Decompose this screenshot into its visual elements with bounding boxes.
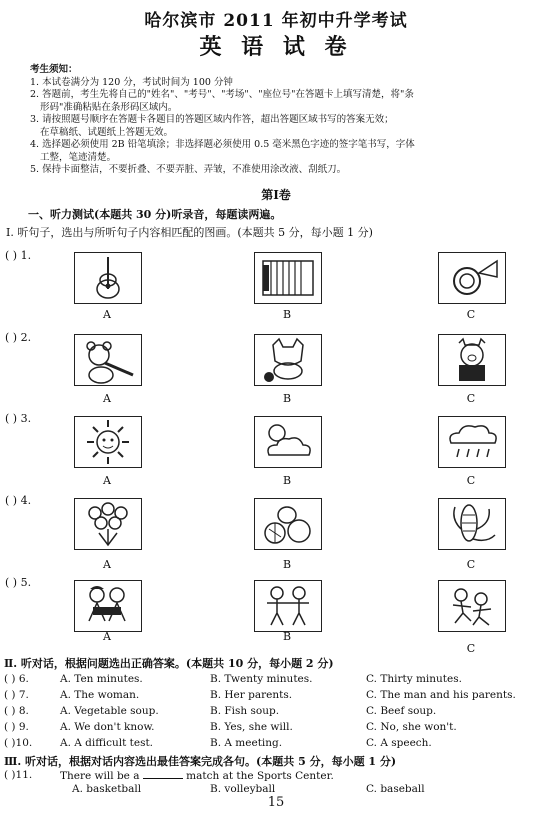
option-label-a: A xyxy=(103,558,111,571)
question-number: ( ) 8. xyxy=(4,705,29,717)
option-c: C. The man and his parents. xyxy=(366,689,516,701)
option-c: C. baseball xyxy=(366,783,425,795)
exam-subtitle: 英 语 试 卷 xyxy=(199,34,353,60)
cloud-sun-picture xyxy=(254,416,322,468)
option-label-b: B xyxy=(282,630,292,643)
notice-item: 4. 选择题必须使用 2B 铅笔填涂；非选择题必须使用 0.5 毫米黑色字迹的签字笔书写，字体 xyxy=(30,139,415,150)
question-number: ( ) 4. xyxy=(5,494,32,507)
option-b: B. Twenty minutes. xyxy=(210,673,313,685)
option-label-a: A xyxy=(103,630,111,643)
fruits-picture xyxy=(254,498,322,550)
option-label-c: C xyxy=(466,474,476,487)
notice-item: 1. 本试卷满分为 120 分，考试时间为 100 分钟 xyxy=(30,76,233,88)
stem-before: There will be a xyxy=(60,770,140,782)
notice-item: 5. 保持卡面整洁，不要折叠、不要弄脏、弄皱，不准使用涂改液、刮纸刀。 xyxy=(30,164,347,175)
option-label-b: B xyxy=(282,392,292,405)
section1-heading: Ⅰ. 听句子，选出与所听句子内容相匹配的图画。(本题共 5 分，每小题 1 分) xyxy=(6,226,373,239)
guitar-picture xyxy=(74,252,142,304)
question-number: ( )10. xyxy=(4,737,33,749)
question-number: ( )11. xyxy=(4,769,33,781)
option-b: B. volleyball xyxy=(210,783,276,795)
notice-item: 2. 答题前，考生先将自己的"姓名"、"考号"、"考场"、"座位号"在答题卡上填写清楚，将"条 xyxy=(30,89,414,100)
option-label-c: C xyxy=(466,642,476,655)
option-c: C. A speech. xyxy=(366,737,432,749)
option-label-b: B xyxy=(282,558,292,571)
option-label-a: A xyxy=(103,392,111,405)
option-c: C. No, she won't. xyxy=(366,721,457,733)
section2-heading: Ⅱ. 听对话，根据问题选出正确答案。(本题共 10 分，每小题 2 分) xyxy=(4,657,334,670)
option-a: A. Ten minutes. xyxy=(60,673,143,685)
part1-heading: 一、听力测试(本题共 30 分)听录音，每题读两遍。 xyxy=(28,208,282,221)
accordion-picture xyxy=(254,252,322,304)
option-a: A. Vegetable soup. xyxy=(60,705,159,717)
option-c: C. Thirty minutes. xyxy=(366,673,462,685)
page-number: 15 xyxy=(267,795,285,810)
question-number: ( ) 2. xyxy=(5,331,32,344)
notice-item: 3. 请按照题号顺序在答题卡各题目的答题区域内作答，超出答题区域书写的答案无效； xyxy=(30,114,394,125)
option-c: C. Beef soup. xyxy=(366,705,437,717)
option-a: A. basketball xyxy=(72,783,142,795)
kids-reading-picture xyxy=(74,580,142,632)
option-a: A. We don't know. xyxy=(60,721,155,733)
pig-picture xyxy=(438,334,506,386)
notice-heading: 考生须知： xyxy=(30,64,78,75)
sun-picture xyxy=(74,416,142,468)
notice-item: 形码"准确粘贴在条形码区域内。 xyxy=(40,101,178,113)
notice-item: 在草稿纸、试题纸上答题无效。 xyxy=(40,126,174,138)
section3-heading: Ⅲ. 听对话，根据对话内容选出最佳答案完成各句。(本题共 5 分，每小题 1 分) xyxy=(4,755,397,768)
french-horn-picture xyxy=(438,252,506,304)
corn-picture xyxy=(438,498,506,550)
question-number: ( ) 3. xyxy=(5,412,32,425)
option-b: B. Yes, she will. xyxy=(210,721,293,733)
stem-after: match at the Sports Center. xyxy=(186,770,334,782)
option-label-c: C xyxy=(466,392,476,405)
answer-blank xyxy=(143,769,183,779)
option-label-a: A xyxy=(103,474,111,487)
kids-dancing-picture xyxy=(254,580,322,632)
option-a: A. A difficult test. xyxy=(60,737,154,749)
option-label-c: C xyxy=(466,308,476,321)
option-b: B. Her parents. xyxy=(210,689,293,701)
exam-title: 哈尔滨市 2011 年初中升学考试 xyxy=(144,11,408,31)
question-number: ( ) 6. xyxy=(4,673,29,685)
question-number: ( ) 9. xyxy=(4,721,29,733)
kids-running-picture xyxy=(438,580,506,632)
option-label-b: B xyxy=(282,474,292,487)
option-a: A. The woman. xyxy=(60,689,140,701)
rain-cloud-picture xyxy=(438,416,506,468)
option-label-c: C xyxy=(466,558,476,571)
cat-ball-picture xyxy=(254,334,322,386)
question-number: ( ) 7. xyxy=(4,689,29,701)
volume-heading: 第Ⅰ卷 xyxy=(261,188,291,202)
exam-notice xyxy=(30,64,530,177)
option-label-a: A xyxy=(103,308,111,321)
notice-item: 工整，笔迹清楚。 xyxy=(40,151,117,163)
question-stem xyxy=(60,769,334,782)
bear-flute-picture xyxy=(74,334,142,386)
option-b: B. Fish soup. xyxy=(210,705,280,717)
question-number: ( ) 5. xyxy=(5,576,32,589)
option-b: B. A meeting. xyxy=(210,737,283,749)
option-label-b: B xyxy=(282,308,292,321)
flowers-picture xyxy=(74,498,142,550)
question-number: ( ) 1. xyxy=(5,249,32,262)
